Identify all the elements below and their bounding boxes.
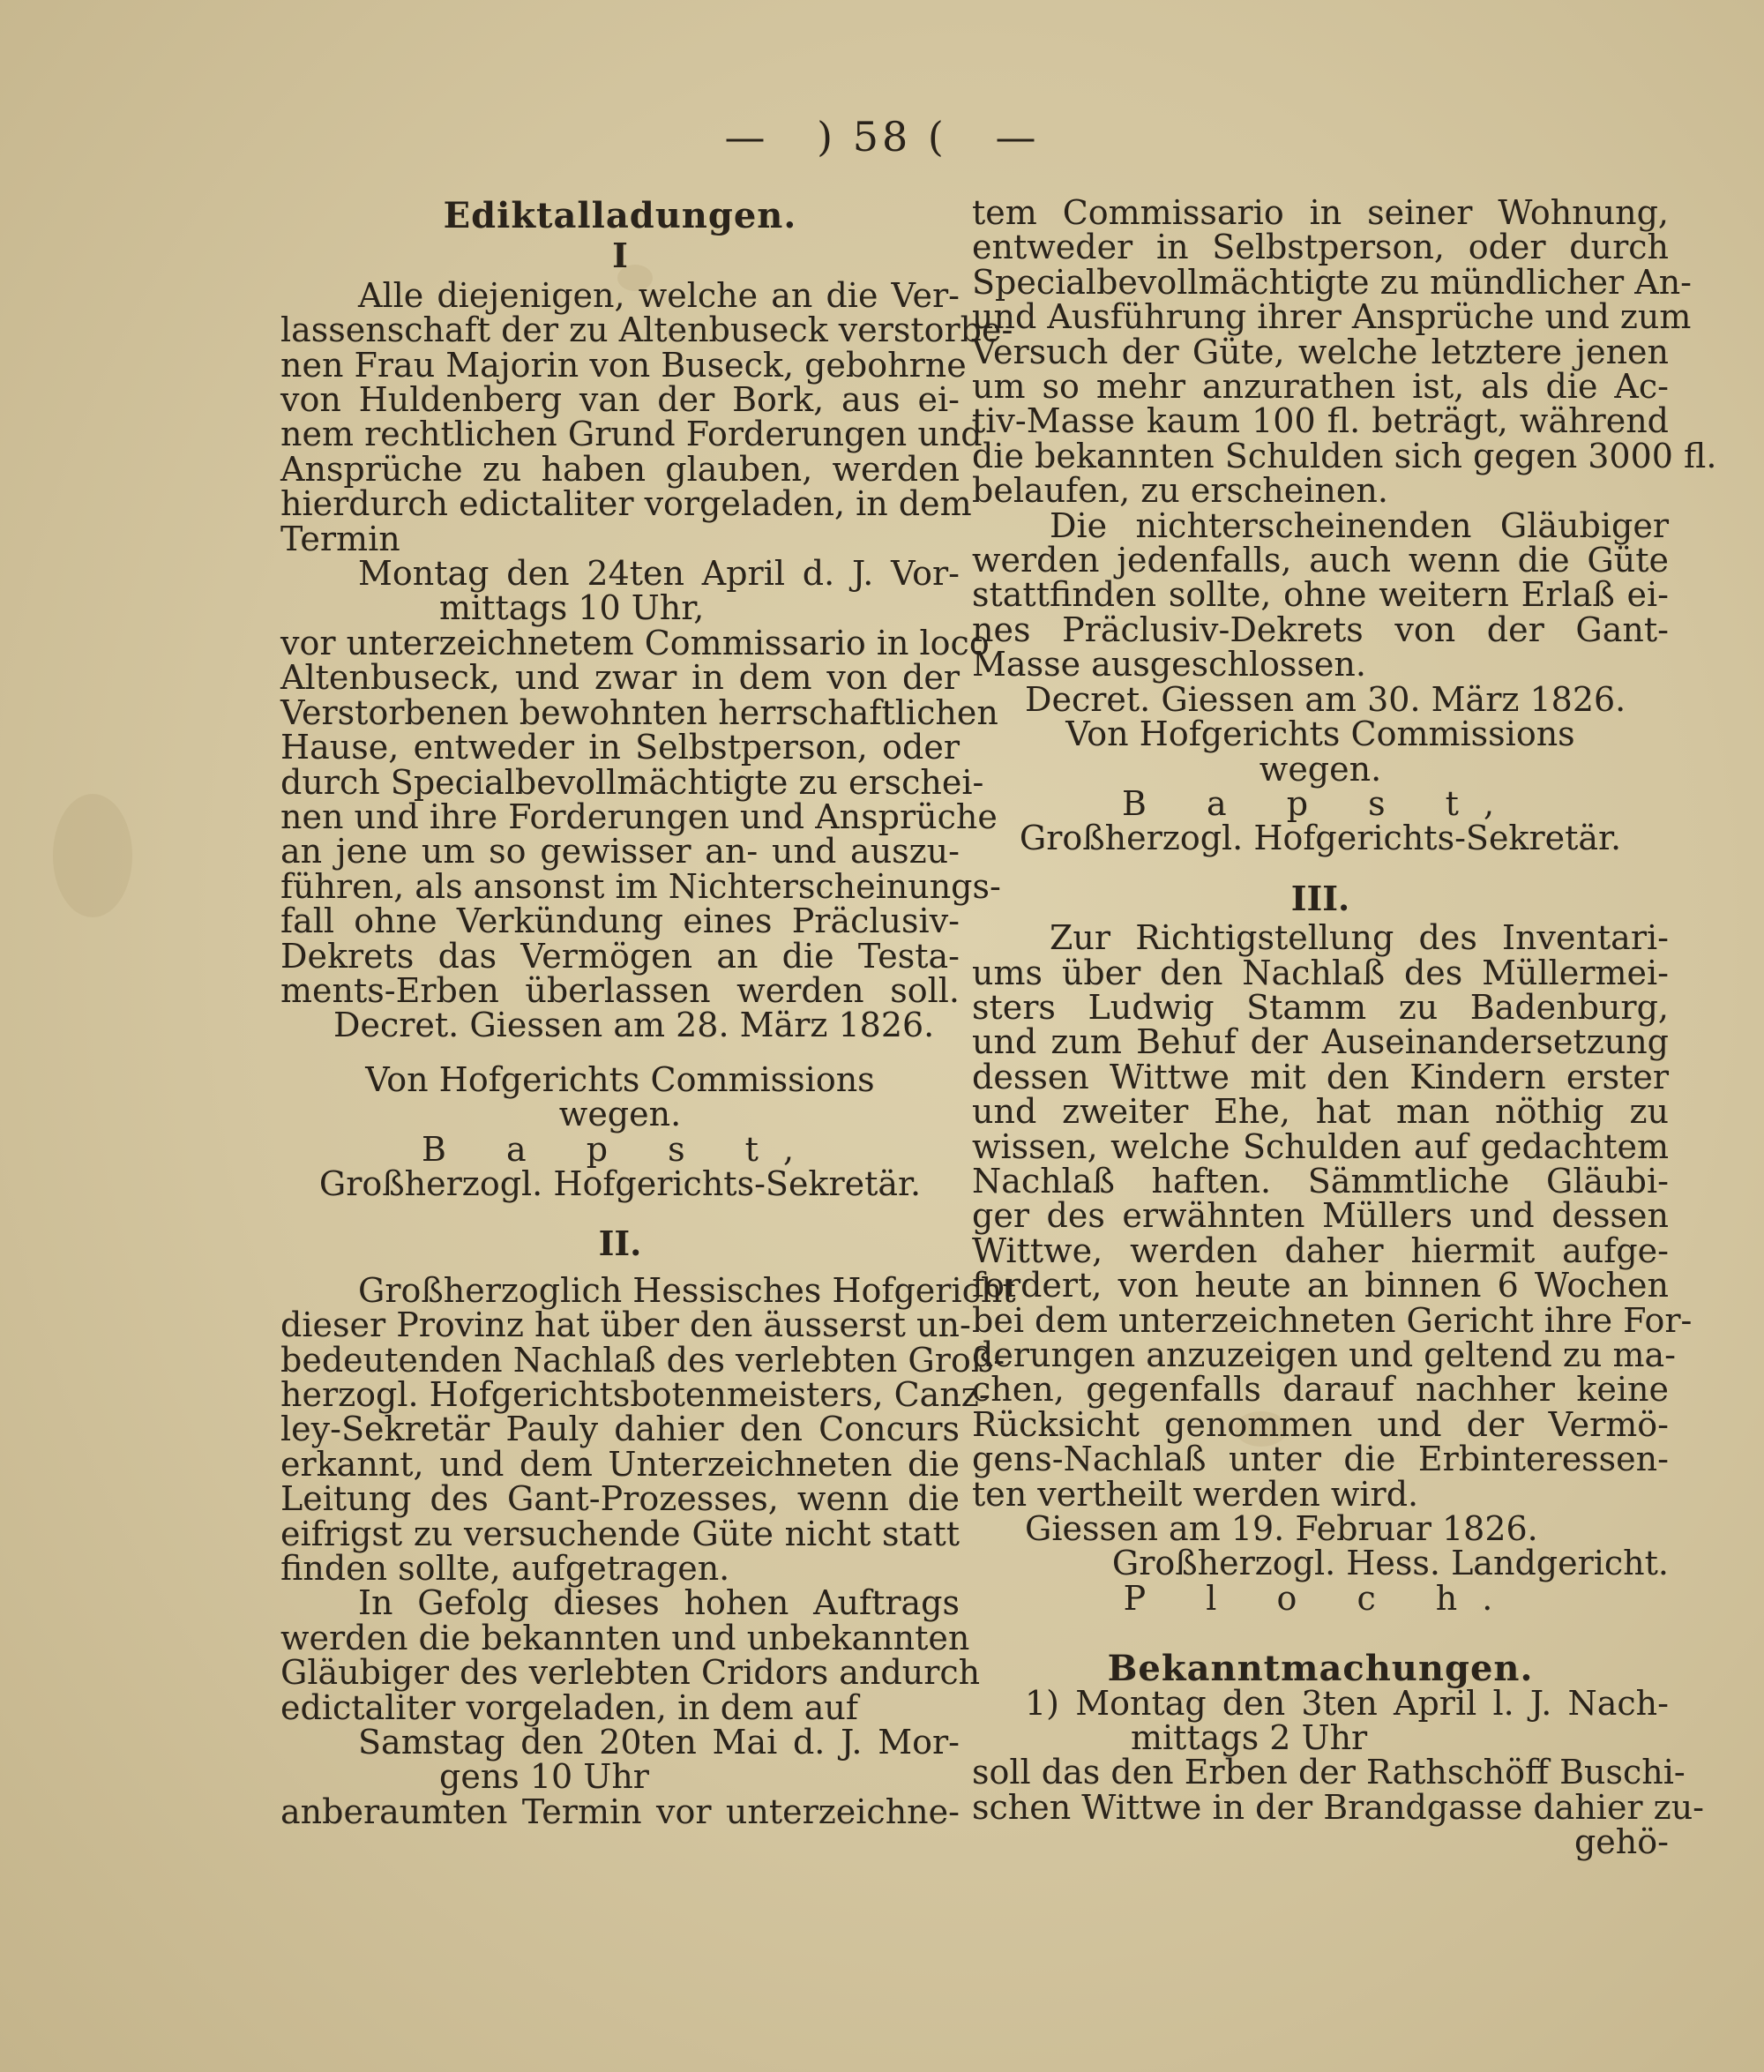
announcement-1 (972, 1683, 1705, 1862)
notice-2-continuation (972, 193, 1717, 858)
notice-1-numeral: I (612, 236, 628, 276)
text-line: ger des erwähnten Müllers und dessen (972, 1196, 1669, 1236)
text-line: Termin (280, 519, 400, 558)
text-line: finden sollte, aufgetragen. (280, 1549, 730, 1589)
text-line: ley-Sekretär Pauly dahier den Concurs (280, 1410, 960, 1449)
text-line: tiv-Masse kaum 100 fl. beträgt, während (972, 401, 1669, 441)
text-line: sters Ludwig Stamm zu Badenburg, (972, 987, 1669, 1027)
text-line: Zur Richtigstellung des Inventari- (1050, 918, 1669, 958)
text-line: die bekannten Schulden sich gegen 3000 fl. (972, 436, 1717, 475)
text-line: Alle diejenigen, welche an die Ver- (358, 275, 960, 315)
section-heading-bekanntmachungen: Bekanntmachungen. (1107, 1648, 1534, 1690)
text-line: ments-Erben überlassen werden soll. (280, 970, 960, 1010)
signature-name: B a p s t, (421, 1129, 819, 1169)
text-line: gens-Nachlaß unter die Erbinteressen- (972, 1440, 1669, 1479)
signature-name: B a p s t, (1121, 783, 1520, 823)
date-line: Giessen am 19. Februar 1826. (1025, 1509, 1538, 1549)
notice-3-numeral: III. (1290, 878, 1350, 918)
court-line: Großherzogl. Hess. Landgericht. (1111, 1544, 1669, 1583)
signature-title: Großherzogl. Hofgerichts-Sekretär. (318, 1163, 922, 1203)
catchword: gehö- (1573, 1822, 1669, 1862)
date-line: Samstag den 20ten Mai d. J. Mor- (358, 1723, 960, 1762)
text-line: Die nichterscheinenden Gläubiger (1050, 505, 1669, 545)
notice-2-numeral: II. (598, 1223, 642, 1264)
text-line: um so mehr anzurathen ist, als die Ac- (972, 367, 1669, 407)
text-line: schen Wittwe in der Brandgasse dahier zu- (972, 1787, 1705, 1827)
text-line: nen Frau Majorin von Buseck, gebohrne (280, 345, 967, 385)
authority-line: wegen. (1259, 749, 1382, 789)
text-line: tem Commissario in seiner Wohnung, (972, 193, 1669, 232)
text-line: nes Präclusiv-Dekrets von der Gant- (972, 610, 1669, 649)
text-line: Altenbuseck, und zwar in dem von der (280, 658, 960, 698)
text-line: Großherzoglich Hessisches Hofgericht (358, 1270, 1016, 1310)
text-line: dessen Wittwe mit den Kindern erster (972, 1057, 1669, 1096)
text-line: entweder in Selbstperson, oder durch (972, 228, 1669, 267)
text-line: und Ausführung ihrer Ansprüche und zum (972, 297, 1692, 337)
notice-1-body (280, 275, 1013, 1203)
text-line: derungen anzuzeigen und geltend zu ma- (972, 1335, 1676, 1374)
text-line: fordert, von heute an binnen 6 Wochen (972, 1266, 1669, 1305)
text-line: nem rechtlichen Grund Forderungen und (280, 415, 983, 454)
header-rule-left: — (724, 113, 769, 161)
signature-name: P l o c h. (1123, 1578, 1518, 1618)
text-line: an jene um so gewisser an- und auszu- (280, 832, 960, 871)
text-line: chen, gegenfalls darauf nachher keine (972, 1370, 1669, 1410)
text-line: anberaumten Termin vor unterzeichne- (280, 1791, 960, 1831)
page-header (0, 113, 1764, 161)
page-number: ) 58 ( (817, 113, 947, 161)
text-line: führen, als ansonst im Nichterscheinungs- (280, 866, 1001, 906)
text-line: belaufen, zu erscheinen. (972, 471, 1388, 511)
text-line: durch Specialbevollmächtigte zu erschei- (280, 762, 984, 802)
text-line: Versuch der Güte, welche letztere jenen (972, 332, 1669, 371)
text-line: wissen, welche Schulden auf gedachtem (972, 1126, 1669, 1166)
text-line: werden jedenfalls, auch wenn die Güte (972, 541, 1669, 580)
text-line: ums über den Nachlaß des Müllermei- (972, 953, 1669, 992)
signature-title: Großherzogl. Hofgerichts-Sekretär. (1019, 819, 1622, 858)
date-line: gens 10 Uhr (439, 1757, 649, 1797)
date-line: 1) Montag den 3ten April l. J. Nach- (1025, 1683, 1669, 1723)
text-line: soll das den Erben der Rathschöff Buschi- (972, 1753, 1686, 1792)
text-line: ten vertheilt werden wird. (972, 1474, 1419, 1514)
text-line: Masse ausgeschlossen. (972, 645, 1366, 684)
authority-line: wegen. (558, 1095, 682, 1134)
notice-2-body (280, 1270, 1016, 1831)
decret-line: Decret. Giessen am 28. März 1826. (333, 1006, 935, 1045)
notice-3-body (972, 918, 1693, 1618)
text-line: erkannt, und dem Unterzeichneten die (280, 1444, 960, 1484)
text-line: Rücksicht genommen und der Vermö- (972, 1404, 1669, 1444)
text-line: bei dem unterzeichneten Gericht ihre For- (972, 1300, 1693, 1340)
text-line: Gläubiger des verlebten Cridors andurch (280, 1653, 981, 1693)
text-line: stattfinden sollte, ohne weitern Erlaß ei- (972, 575, 1669, 615)
authority-line: Von Hofgerichts Commissions (365, 1059, 875, 1099)
text-line: In Gefolg dieses hohen Auftrags (358, 1583, 960, 1623)
text-line: Verstorbenen bewohnten herrschaftlichen (280, 692, 998, 732)
date-line: Montag den 24ten April d. J. Vor- (358, 554, 960, 594)
text-line: Leitung des Gant-Prozesses, wenn die (280, 1479, 960, 1519)
text-line: und zum Behuf der Auseinandersetzung (972, 1022, 1669, 1062)
text-line: Wittwe, werden daher hiermit aufge- (972, 1230, 1669, 1270)
section-heading-ediktalladungen: Ediktalladungen. (443, 195, 797, 236)
text-line: edictaliter vorgeladen, in dem auf (280, 1687, 858, 1727)
text-line: hierdurch edictaliter vorgeladen, in dem (280, 484, 972, 524)
text-line: Dekrets das Vermögen an die Testa- (280, 936, 960, 976)
text-line: eifrigst zu versuchende Güte nicht statt (280, 1514, 960, 1553)
text-line: Nachlaß haften. Sämmtliche Gläubi- (972, 1161, 1669, 1201)
text-line: Ansprüche zu haben glauben, werden (280, 449, 960, 489)
text-line: dieser Provinz hat über den äusserst un- (280, 1305, 971, 1345)
text-line: vor unterzeichnetem Commissario in loco (280, 623, 990, 662)
text-line: Specialbevollmächtigte zu mündlicher An- (972, 262, 1693, 302)
authority-line: Von Hofgerichts Commissions (1065, 714, 1575, 754)
text-line: lassenschaft der zu Altenbuseck verstorbe- (280, 310, 1013, 350)
date-line: mittags 10 Uhr, (439, 588, 705, 628)
text-line: herzogl. Hofgerichtsbotenmeisters, Canz- (280, 1375, 990, 1414)
header-rule-right: — (995, 113, 1040, 161)
left-column (280, 195, 1016, 1831)
text-line: Hause, entweder in Selbstperson, oder (280, 728, 960, 767)
text-line: von Huldenberg van der Bork, aus ei- (280, 380, 960, 420)
text-line: werden die bekannten und unbekannten (280, 1618, 970, 1657)
decret-line: Decret. Giessen am 30. März 1826. (1025, 679, 1626, 719)
text-line: nen und ihre Forderungen und Ansprüche (280, 797, 998, 836)
text-line: bedeutenden Nachlaß des verlebten Groß- (280, 1340, 1005, 1380)
right-column (972, 193, 1717, 1862)
date-line: mittags 2 Uhr (1131, 1718, 1368, 1758)
text-line: und zweiter Ehe, hat man nöthig zu (972, 1092, 1669, 1132)
text-line: fall ohne Verkündung eines Präclusiv- (280, 901, 960, 941)
